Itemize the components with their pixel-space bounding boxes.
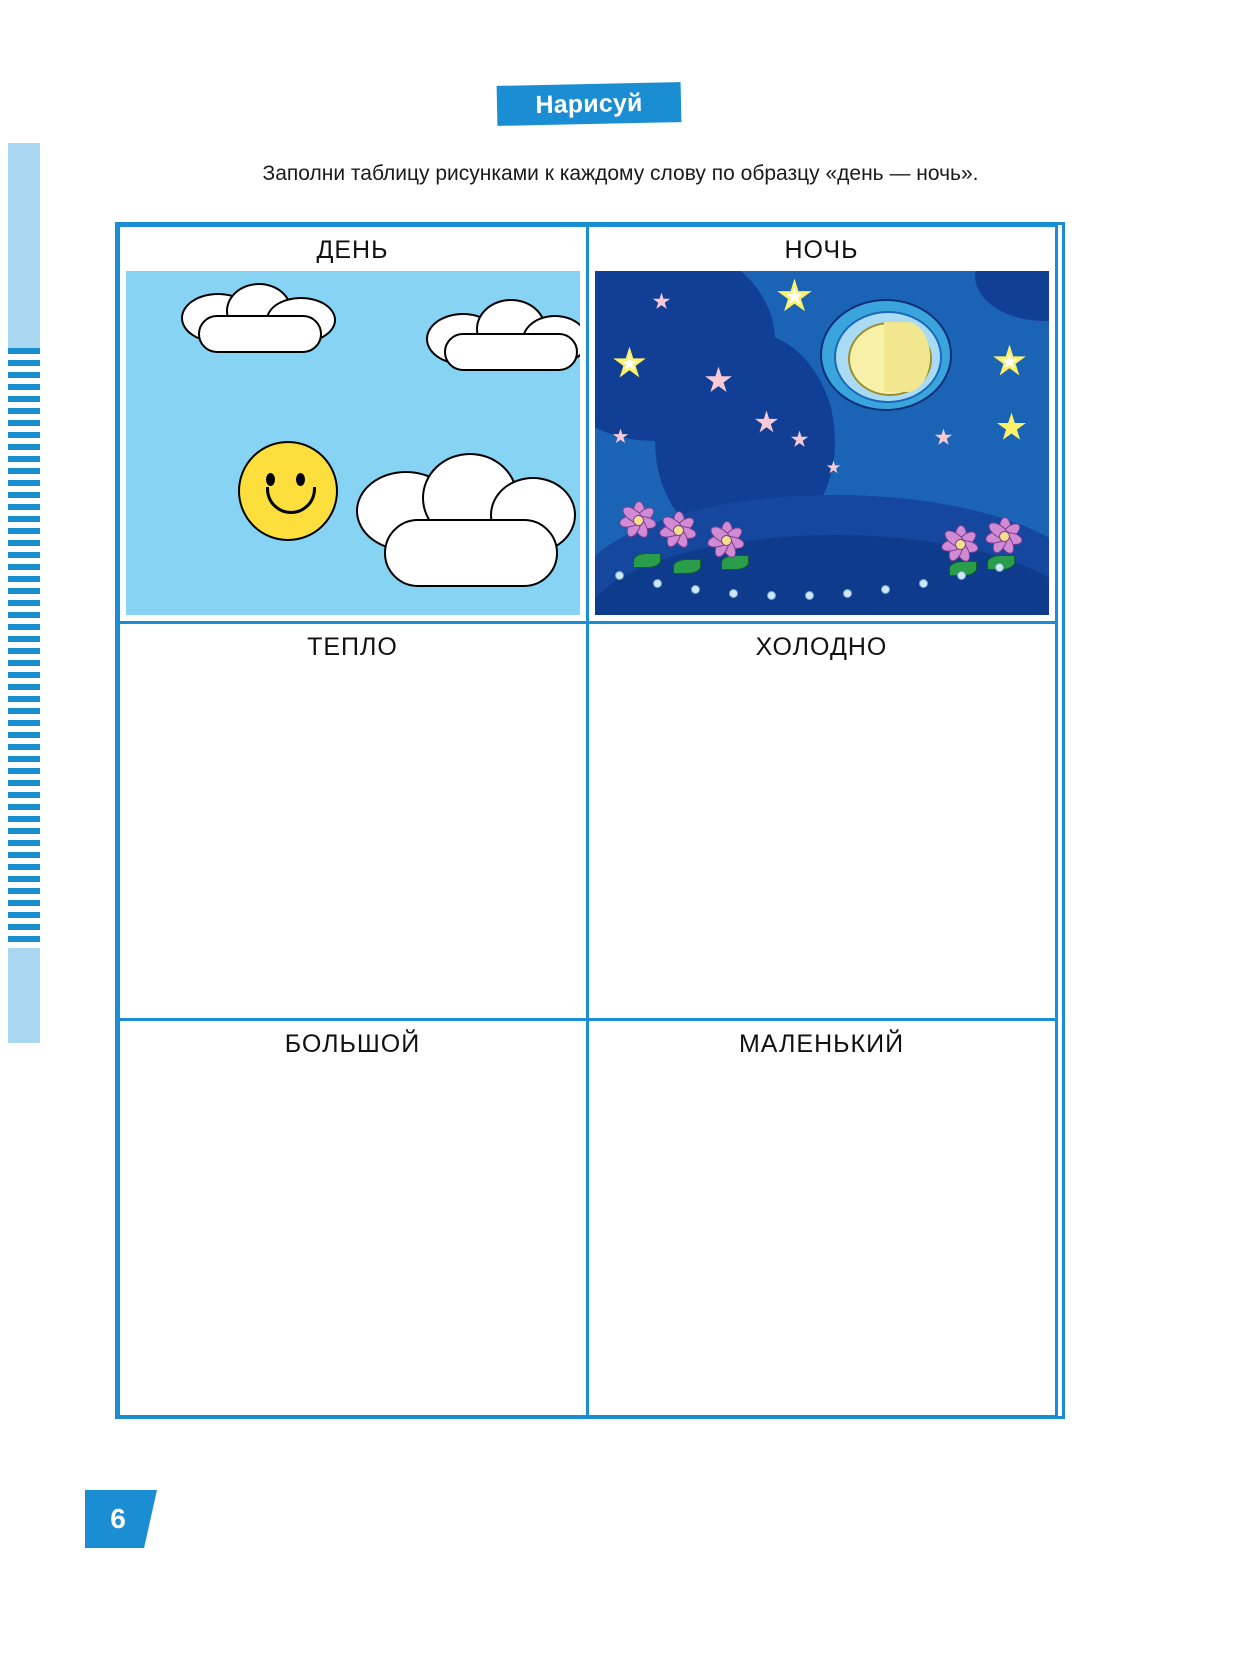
flower-icon [657,509,699,551]
drawing-area-small[interactable] [595,1065,1049,1409]
flower-icon [617,499,659,541]
star-icon [997,413,1027,443]
instruction-text: Заполни таблицу рисунками к каждому слову по образцу «день — ночь». [262,162,979,185]
cloud-icon [444,333,578,371]
day-sky [126,271,580,615]
cell-title-night: НОЧЬ [784,235,859,264]
table-cell-cold[interactable] [586,621,1058,1021]
bud-icon [881,585,890,594]
drawing-area-warm[interactable] [126,668,580,1012]
night-sky [595,271,1049,615]
worksheet-table [115,222,1065,1419]
flower-icon [983,515,1025,557]
cell-title-cold: ХОЛОДНО [755,632,888,661]
bud-icon [615,571,624,580]
moon-icon [820,299,952,411]
leaf-icon [673,559,701,574]
night-illustration [595,271,1049,615]
table-cell-small[interactable] [586,1018,1058,1418]
table-row [118,1019,1062,1416]
bud-icon [957,571,966,580]
cloud-icon [384,519,558,587]
drawing-area-cold[interactable] [595,668,1049,1012]
bud-icon [729,589,738,598]
leaf-icon [633,553,661,568]
star-icon [935,429,953,447]
cloud-icon [198,315,322,353]
table-row [118,622,1062,1019]
sun-icon [186,389,386,589]
table-cell-big[interactable] [117,1018,589,1418]
bud-icon [919,579,928,588]
bud-icon [691,585,700,594]
cell-title-warm: ТЕПЛО [307,632,398,661]
bud-icon [995,563,1004,572]
sky-shape [975,271,1049,321]
bud-icon [843,589,852,598]
table-cell-warm[interactable] [117,621,589,1021]
day-illustration [126,271,580,615]
bud-icon [653,579,662,588]
bud-icon [767,591,776,600]
flower-icon [939,523,981,565]
table-row [118,225,1062,622]
cell-title-small: МАЛЕНЬКИЙ [738,1029,905,1058]
flower-icon [705,519,747,561]
sun-face [238,441,338,541]
table-cell-night[interactable] [586,224,1058,624]
section-banner-title: Нарисуй [535,88,643,119]
page-number: 6 [110,1503,126,1534]
drawing-area-big[interactable] [126,1065,580,1409]
decorative-side-bar [8,143,40,1043]
cell-title-big: БОЛЬШОЙ [284,1029,421,1058]
decorative-stripes [8,348,40,948]
cell-title-day: ДЕНЬ [316,235,389,264]
bud-icon [805,591,814,600]
table-cell-day[interactable] [117,224,589,624]
